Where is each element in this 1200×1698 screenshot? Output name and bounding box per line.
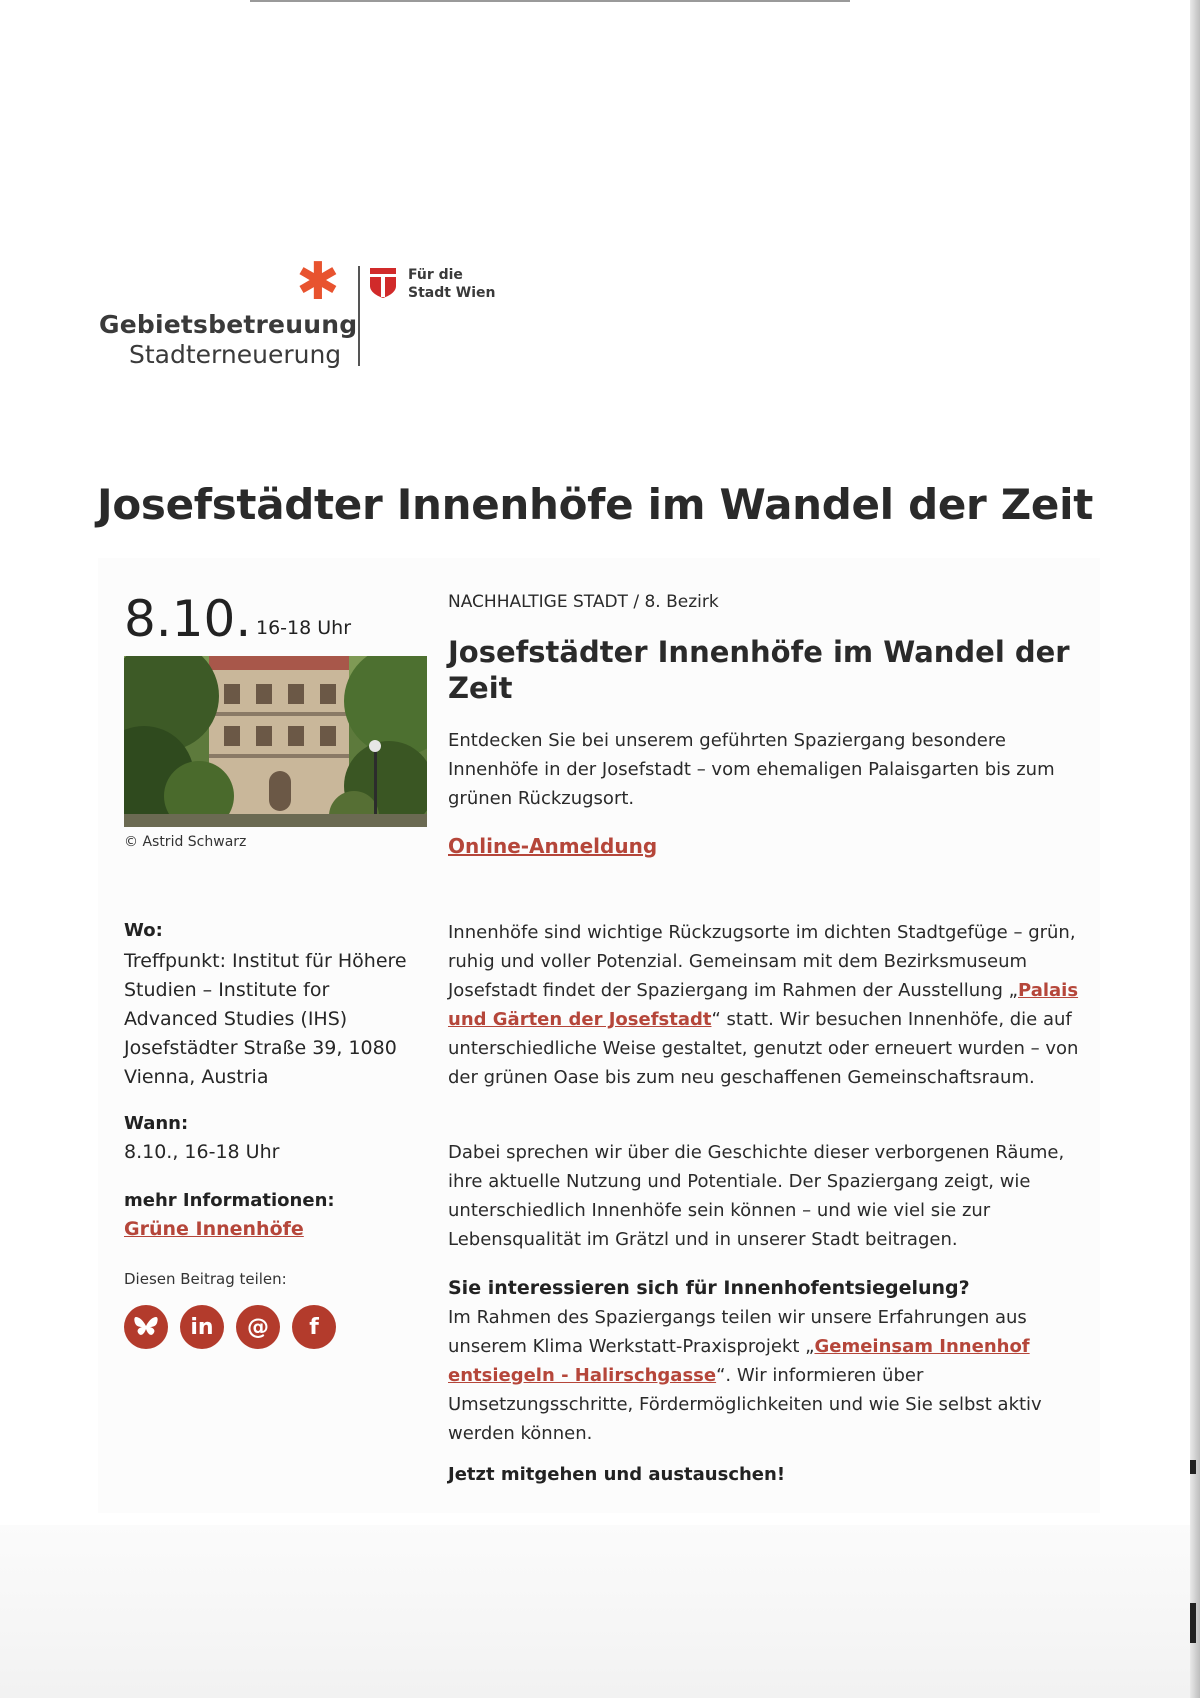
- facebook-icon[interactable]: f: [292, 1305, 336, 1349]
- when-text: 8.10., 16-18 Uhr: [124, 1141, 280, 1163]
- body-paragraph-3: [448, 1303, 1088, 1448]
- body-paragraph-1: [448, 918, 1088, 1092]
- logo-subtitle: Stadterneuerung: [129, 340, 342, 369]
- event-time: 16-18 Uhr: [256, 617, 352, 639]
- event-title: Josefstädter Innenhöfe im Wandel der Zeit: [448, 635, 1070, 705]
- scan-edge-top: [250, 0, 850, 2]
- event-intro: Entdecken Sie bei unserem geführten Spaziergang besondere Innenhöfe in der Josefstadt – vom ehemaligen Palaisgarten bis zum grünen Rückzugsort.: [448, 730, 1055, 809]
- more-info-label: mehr Informationen:: [124, 1190, 335, 1211]
- section-subheading: Sie interessieren sich für Innenhofentsiegelung?: [448, 1277, 970, 1299]
- wien-label: Für die: [408, 267, 463, 283]
- where-text: Treffpunkt: Institut für Höhere Studien – Institute for Advanced Studies (IHS) Josefstädter Straße 39, 1080 Vienna, Austria: [124, 950, 407, 1088]
- event-category: NACHHALTIGE STADT / 8. Bezirk: [448, 592, 719, 612]
- linkedin-icon[interactable]: in: [180, 1305, 224, 1349]
- wien-shield-icon: [370, 268, 396, 298]
- halirschgasse-project-link[interactable]: Gemeinsam Innenhof entsiegeln - Halirschgasse: [448, 1336, 1030, 1386]
- wien-label: Stadt Wien: [408, 285, 496, 301]
- photo-credit: © Astrid Schwarz: [124, 834, 247, 850]
- event-date: 8.10.: [124, 590, 252, 648]
- body-text: “ statt. Wir besuchen Innenhöfe, die auf unterschiedliche Weise gestaltet, genutzt oder erneuert wurden – von der grünen Oase bis zum neu geschaffenen Gemeinschaftsraum.: [448, 1009, 1079, 1088]
- palais-gaerten-link[interactable]: Palais und Gärten der Josefstadt: [448, 980, 1079, 1030]
- event-photo: [124, 656, 427, 827]
- logo[interactable]: [96, 252, 516, 372]
- body-paragraph-2: Dabei sprechen wir über die Geschichte dieser verborgenen Räume, ihre aktuelle Nutzung und Potentiale. Der Spaziergang zeigt, wie unterschiedlich Innenhöfe sein können – und wie viel sie zur Lebensqualität im Grätzl und in unserer Stadt beitragen.: [448, 1142, 1065, 1250]
- email-icon[interactable]: @: [236, 1305, 280, 1349]
- asterisk-icon: ✱: [296, 252, 340, 312]
- scan-edge-right: [1190, 0, 1200, 1698]
- online-registration-link[interactable]: Online-Anmeldung: [448, 834, 658, 858]
- scan-edge-bottom: [0, 1525, 1190, 1698]
- share-buttons: [124, 1305, 336, 1349]
- bluesky-icon[interactable]: [124, 1305, 168, 1349]
- body-text: Im Rahmen des Spaziergangs teilen wir unsere Erfahrungen aus unserem Klima Werkstatt-Praxisprojekt „: [448, 1307, 1027, 1357]
- more-info-link[interactable]: Grüne Innenhöfe: [124, 1218, 304, 1240]
- body-text: “. Wir informieren über Umsetzungsschritte, Fördermöglichkeiten und wie Sie selbst aktiv werden können.: [448, 1365, 1042, 1444]
- courtyard-image: [124, 656, 427, 827]
- scan-mark: [1190, 1603, 1196, 1643]
- logo-divider: [358, 266, 360, 366]
- body-text: Innenhöfe sind wichtige Rückzugsorte im dichten Stadtgefüge – grün, ruhig und voller Potenzial. Gemeinsam mit dem Bezirksmuseum Josefstadt findet der Spaziergang im Rahmen der Ausstellung „: [448, 922, 1076, 1001]
- share-label: Diesen Beitrag teilen:: [124, 1270, 287, 1288]
- when-label: Wann:: [124, 1113, 189, 1134]
- where-label: Wo:: [124, 920, 163, 941]
- page-title: Josefstädter Innenhöfe im Wandel der Zeit: [97, 480, 1093, 529]
- scan-mark: [1190, 1460, 1196, 1474]
- logo-title: Gebietsbetreuung: [99, 310, 358, 339]
- closing-line: Jetzt mitgehen und austauschen!: [448, 1464, 786, 1485]
